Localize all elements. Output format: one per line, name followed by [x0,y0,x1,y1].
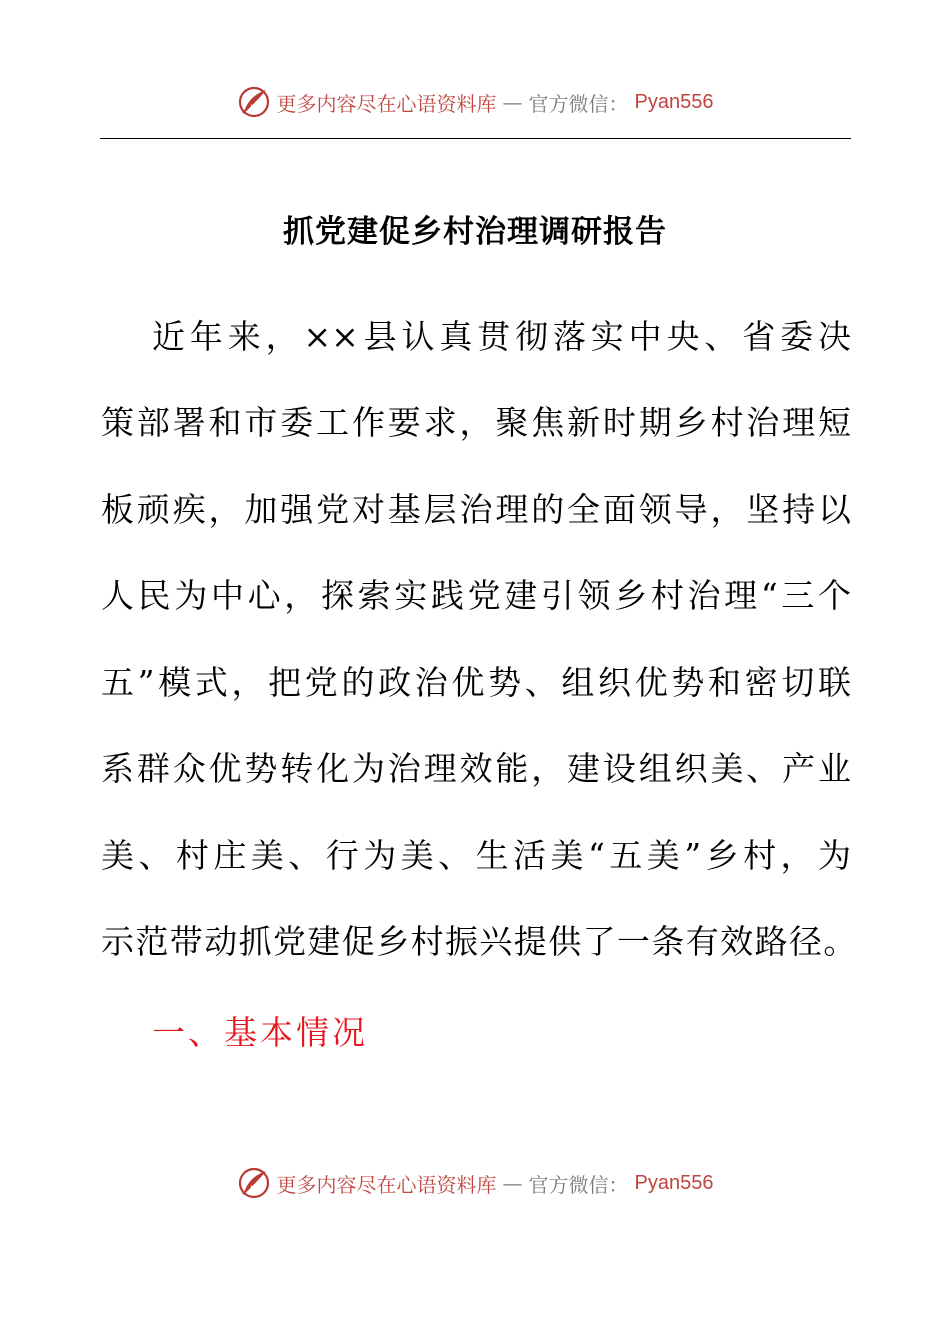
header-banner [0,82,950,122]
document-title: 抓党建促乡村治理调研报告 [283,214,667,250]
paragraph-line-1: 近年来，××县认真贯彻落实中央、省委决 [152,317,851,356]
paragraph-line-2: 策部署和市委工作要求，聚焦新时期乡村治理短 [101,403,851,442]
header-banner-content [237,85,714,119]
footer-banner-official-label: 官方微信： [528,1172,629,1197]
header-banner-dash: — [502,90,523,114]
section-heading: 一、基本情况 [152,1013,368,1052]
paragraph-line-5: 五”模式，把党的政治优势、组织优势和密切联 [101,663,851,702]
header-banner-wechat-id: Pyan556 [634,90,714,113]
paragraph-line-4: 人民为中心，探索实践党建引领乡村治理“三个 [101,576,851,615]
header-banner-official-label: 官方微信： [528,91,629,116]
footer-banner-wechat-id: Pyan556 [634,1171,714,1194]
paragraph-line-6: 系群众优势转化为治理效能，建设组织美、产业 [101,749,851,788]
header-divider [100,138,851,139]
quill-seal-logo-icon [237,1166,271,1200]
paragraph-line-3: 板顽疾，加强党对基层治理的全面领导，坚持以 [101,490,851,529]
footer-banner-dash: — [502,1171,523,1195]
paragraph-line-8: 示范带动抓党建促乡村振兴提供了一条有效路径。 [101,922,858,961]
footer-banner [0,1163,950,1203]
paragraph-line-7: 美、村庄美、行为美、生活美“五美”乡村，为 [101,836,851,875]
footer-banner-content [237,1166,714,1200]
quill-seal-logo-icon [237,85,271,119]
footer-banner-main-text: 更多内容尽在心语资料库 [276,1172,497,1197]
header-banner-main-text: 更多内容尽在心语资料库 [276,91,497,116]
